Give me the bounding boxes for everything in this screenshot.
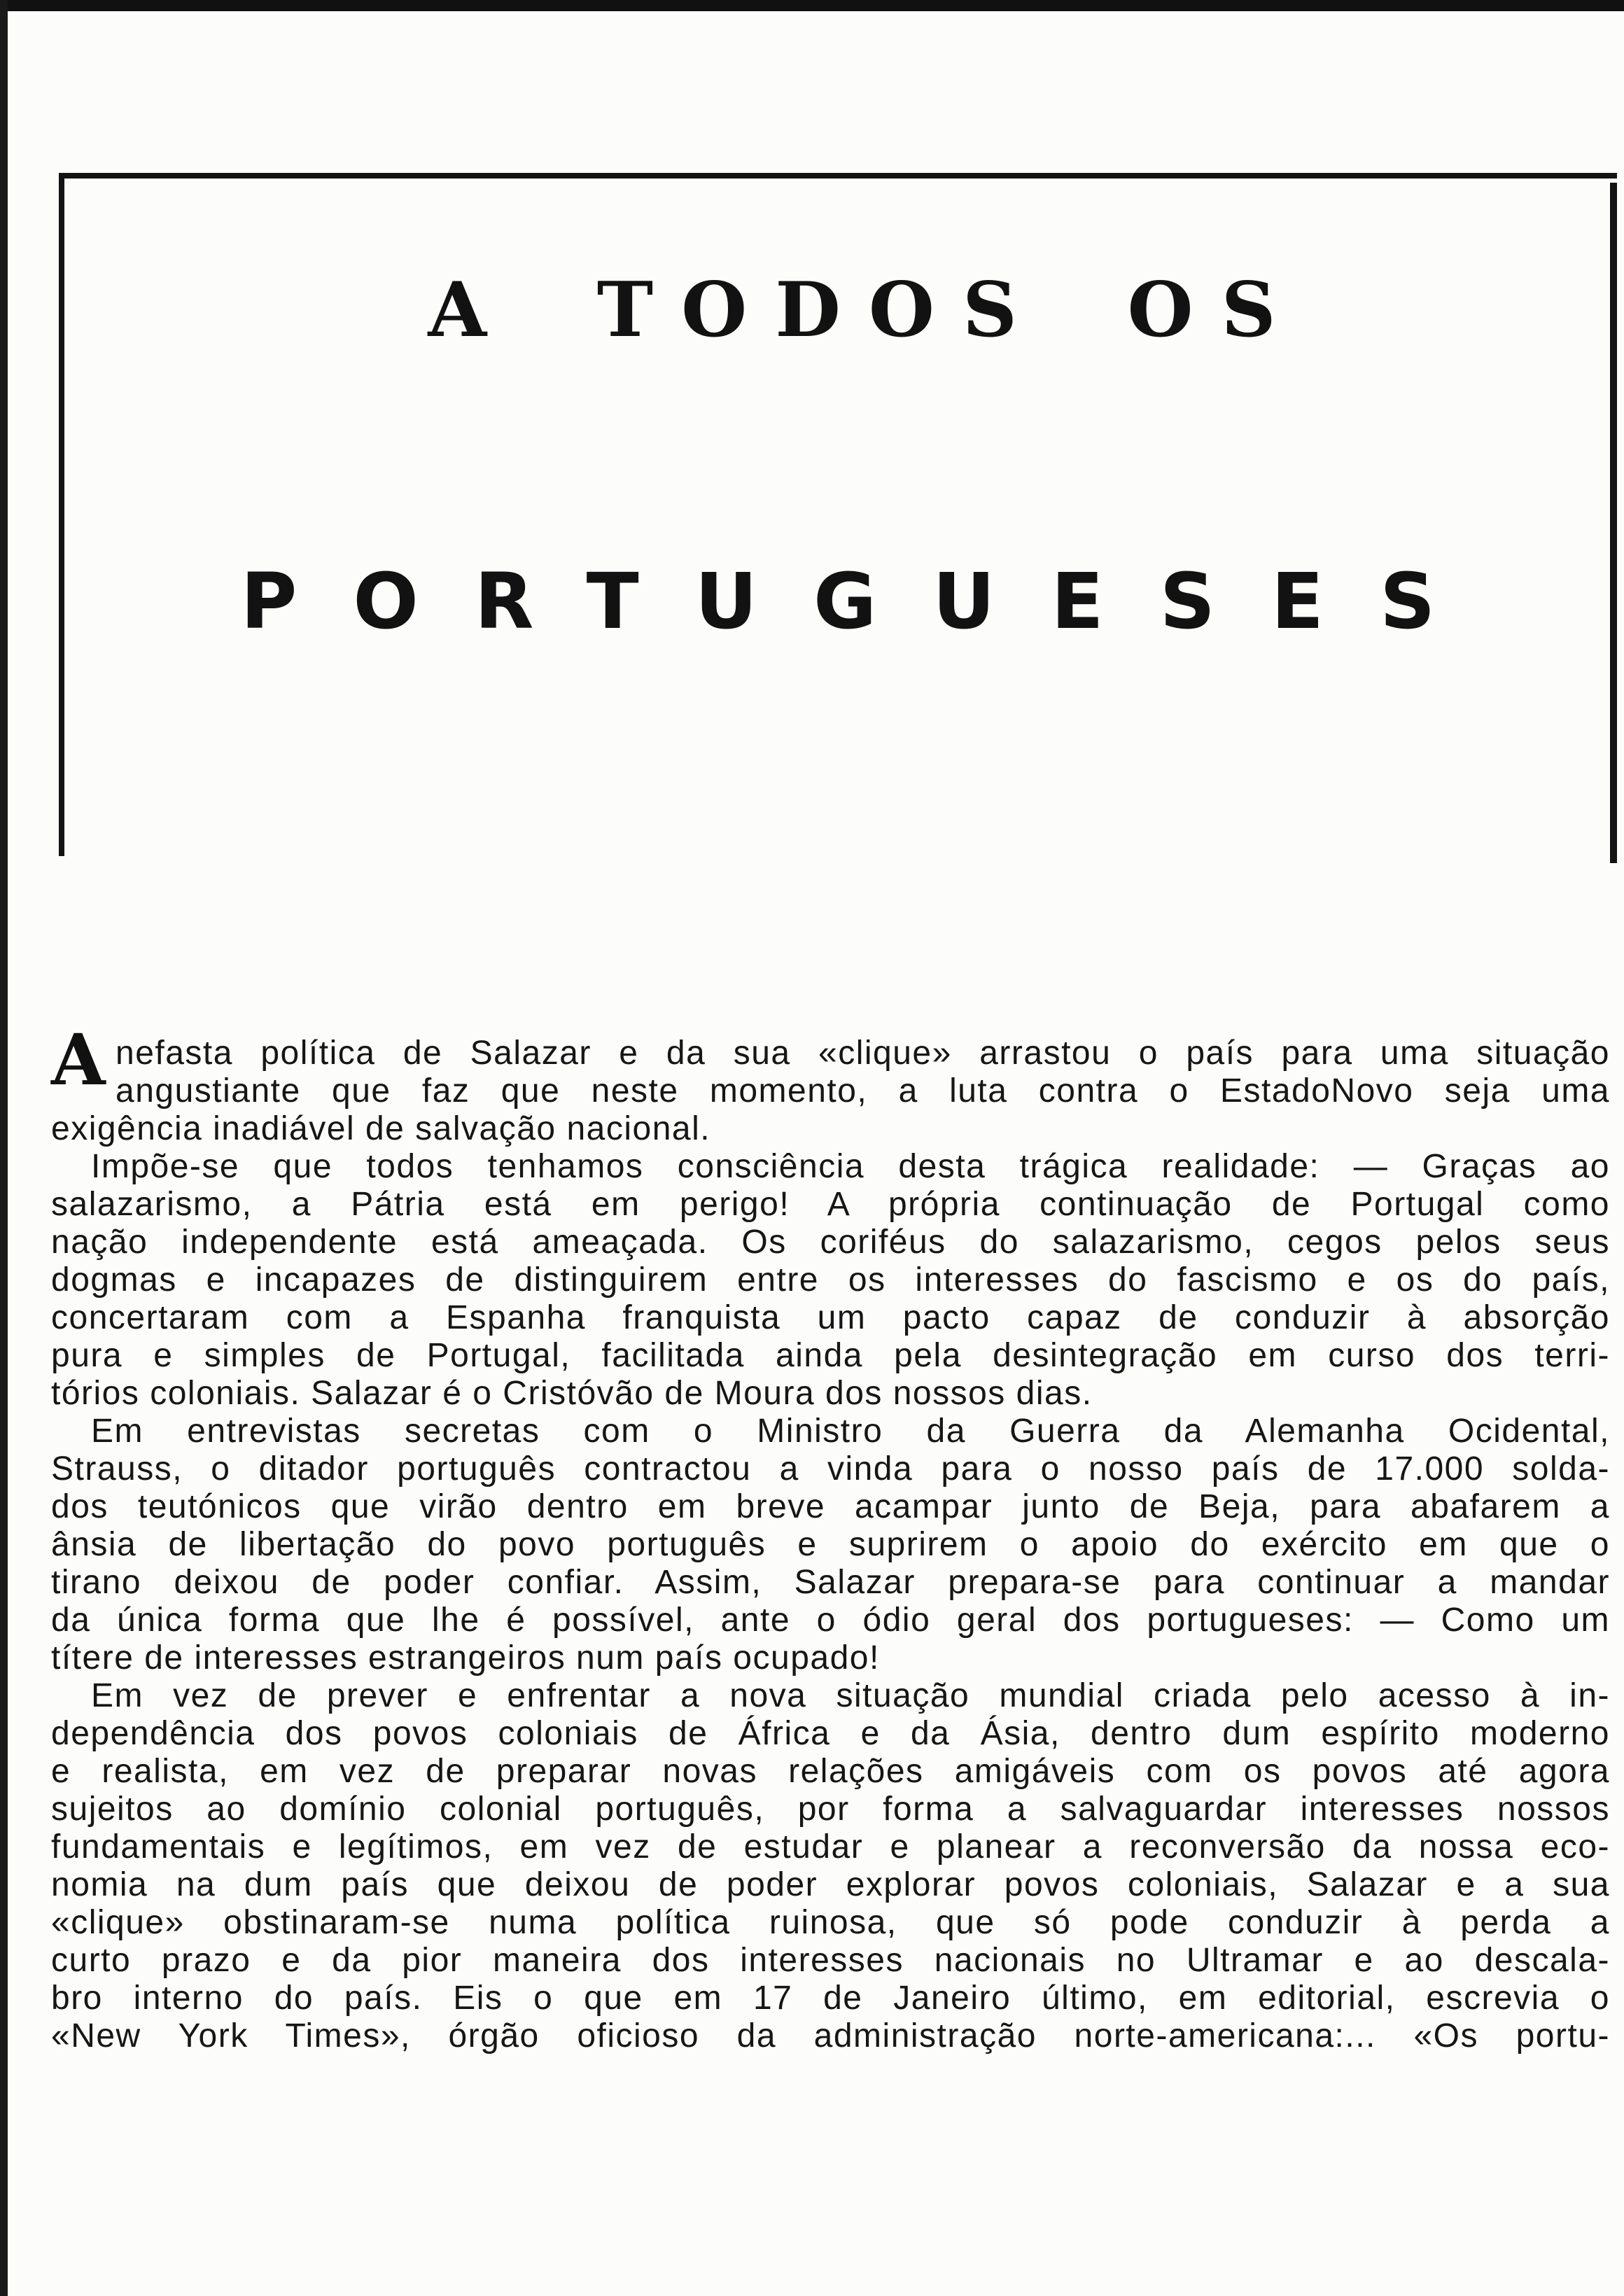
page-top-edge — [0, 0, 1624, 11]
title-box-top-rule — [59, 173, 1617, 178]
paragraph-4 — [51, 1677, 1610, 2055]
body-line: Em entrevistas secretas com o Ministro da Guerra da Alemanha Ocidental, — [91, 1413, 1610, 1450]
body-line: exigência inadiável de salvação nacional. — [51, 1110, 711, 1147]
page-left-edge — [0, 0, 8, 2296]
body-line: salazarismo, a Pátria está em perigo! A própria continuação de Portugal como — [51, 1186, 1610, 1223]
body-line: títere de interesses estrangeiros num país ocupado! — [51, 1639, 880, 1676]
body-line: nomia na dum país que deixou de poder explorar povos coloniais, Salazar e a sua — [51, 1866, 1610, 1903]
body-line: angustiante que faz que neste momento, a luta contra o EstadoNovo seja uma — [115, 1072, 1610, 1110]
body-line: nefasta política de Salazar e da sua «clique» arrastou o país para uma situação — [115, 1035, 1610, 1072]
body-line: e realista, em vez de preparar novas relações amigáveis com os povos até agora — [51, 1753, 1610, 1790]
body-line: bro interno do país. Eis o que em 17 de Janeiro último, em editorial, escrevia o — [51, 1980, 1610, 2017]
paragraph-3 — [51, 1413, 1610, 1677]
body-line: da única forma que lhe é possível, ante o ódio geral dos portugueses: — Como um — [51, 1602, 1610, 1639]
body-line: fundamentais e legítimos, em vez de estudar e planear a reconversão da nossa eco- — [51, 1828, 1610, 1865]
body-line: nação independente está ameaçada. Os coriféus do salazarismo, cegos pelos seus — [51, 1224, 1610, 1261]
paragraph-1 — [51, 1035, 1610, 1148]
body-line: tórios coloniais. Salazar é o Cristóvão de Moura dos nossos dias. — [51, 1375, 1093, 1412]
body-line: dependência dos povos coloniais de África e da Ásia, dentro dum espírito moderno — [51, 1715, 1610, 1752]
headline-line-2: PORTUGUESES — [240, 556, 1492, 646]
body-line: dos teutónicos que virão dentro em breve acampar junto de Beja, para abafarem a — [51, 1488, 1610, 1525]
body-line: ânsia de libertação do povo português e suprirem o apoio do exército em que o — [51, 1526, 1610, 1563]
body-line: tirano deixou de poder confiar. Assim, Salazar prepara-se para continuar a mandar — [51, 1564, 1610, 1601]
body-line: sujeitos ao domínio colonial português, por forma a salvaguardar interesses nossos — [51, 1791, 1610, 1828]
body-line: «New York Times», órgão oficioso da administração norte-americana:... «Os portu- — [51, 2017, 1610, 2054]
article-body — [51, 1018, 1610, 2055]
drop-cap: A — [51, 1018, 106, 1101]
body-line: Em vez de prever e enfrentar a nova situação mundial criada pelo acesso à in- — [91, 1677, 1610, 1714]
body-line: curto prazo e da pior maneira dos interesses nacionais no Ultramar e ao descala- — [51, 1942, 1610, 1979]
paragraph-2 — [51, 1148, 1610, 1413]
body-line: pura e simples de Portugal, facilitada ainda pela desintegração em curso dos terri- — [51, 1337, 1610, 1374]
body-line: Strauss, o ditador português contractou a vinda para o nosso país de 17.000 solda- — [51, 1450, 1610, 1488]
body-line: dogmas e incapazes de distinguirem entre os interesses do fascismo e os do país, — [51, 1261, 1610, 1298]
headline-line-1: A TODOS OS — [428, 266, 1304, 354]
body-line: concertaram com a Espanha franquista um pacto capaz de conduzir à absorção — [51, 1299, 1610, 1336]
body-line: Impõe-se que todos tenhamos consciência desta trágica realidade: — Graças ao — [91, 1148, 1610, 1185]
body-line: «clique» obstinaram-se numa política ruinosa, que só pode conduzir à perda a — [51, 1904, 1610, 1941]
